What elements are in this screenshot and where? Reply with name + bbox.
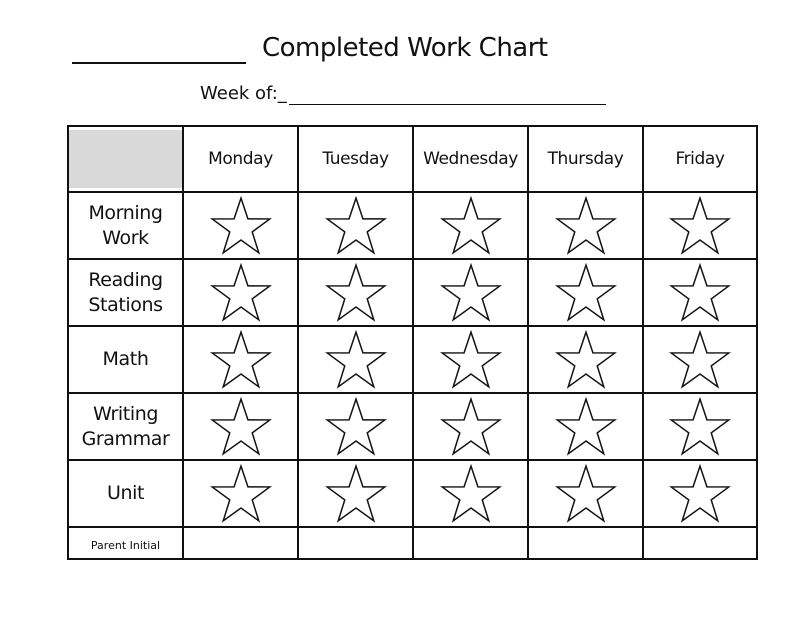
star-outline-icon [210,509,272,528]
day-label-thursday: Thursday [547,149,624,169]
star-outline-icon [555,308,617,327]
star-cell[interactable] [298,192,413,259]
task-row [68,326,757,393]
day-label-tuesday: Tuesday [322,149,389,169]
task-label-cell [68,326,183,393]
task-label-morning-work: Morning Work [88,201,163,249]
star-cell[interactable] [528,393,643,460]
task-label-writing-grammar: Writing Grammar [81,402,170,450]
star-outline-icon [440,375,502,394]
task-label-cell [68,259,183,326]
star-outline-icon [440,509,502,528]
star-cell[interactable] [413,393,528,460]
day-header [643,126,757,192]
star-outline-icon [555,241,617,260]
day-header-row [68,126,757,192]
star-cell[interactable] [183,326,298,393]
star-outline-icon [325,509,387,528]
star-outline-icon [325,375,387,394]
page-title: Completed Work Chart [262,33,548,63]
task-row [68,393,757,460]
star-cell[interactable] [528,259,643,326]
star-outline-icon [669,375,731,394]
star-cell[interactable] [643,393,757,460]
task-label-reading-stations: Reading Stations [88,268,163,316]
star-cell[interactable] [298,326,413,393]
star-cell[interactable] [298,393,413,460]
star-cell[interactable] [183,393,298,460]
task-row [68,259,757,326]
corner-shading [69,130,182,188]
task-label-unit: Unit [106,482,145,504]
star-outline-icon [669,509,731,528]
initial-cell[interactable] [298,527,413,559]
star-cell[interactable] [528,460,643,527]
task-label-cell [68,192,183,259]
star-cell[interactable] [413,460,528,527]
star-cell[interactable] [413,259,528,326]
task-label-cell [68,460,183,527]
star-outline-icon [210,308,272,327]
day-header [183,126,298,192]
task-row [68,460,757,527]
star-cell[interactable] [413,192,528,259]
corner-cell [68,126,183,192]
star-cell[interactable] [298,460,413,527]
star-outline-icon [210,442,272,461]
star-outline-icon [669,241,731,260]
week-of-row [200,83,606,105]
star-outline-icon [440,308,502,327]
star-outline-icon [325,241,387,260]
initial-cell[interactable] [183,527,298,559]
parent-initial-row [68,527,757,559]
star-cell[interactable] [643,460,757,527]
star-outline-icon [555,442,617,461]
work-chart-table [67,125,758,560]
star-cell[interactable] [413,326,528,393]
star-outline-icon [440,442,502,461]
star-cell[interactable] [298,259,413,326]
day-label-wednesday: Wednesday [423,149,518,169]
task-label-cell [68,393,183,460]
star-cell[interactable] [183,192,298,259]
star-cell[interactable] [528,192,643,259]
task-label-math: Math [102,348,149,370]
star-outline-icon [325,308,387,327]
parent-initial-label-cell [68,527,183,559]
initial-cell[interactable] [528,527,643,559]
star-outline-icon [210,241,272,260]
star-cell[interactable] [643,192,757,259]
initial-cell[interactable] [413,527,528,559]
day-header [298,126,413,192]
week-of-blank-line [289,86,606,105]
star-outline-icon [325,442,387,461]
day-header [528,126,643,192]
star-cell[interactable] [528,326,643,393]
task-row [68,192,757,259]
star-outline-icon [555,375,617,394]
day-header [413,126,528,192]
star-cell[interactable] [183,259,298,326]
week-of-label: Week of:_ [200,83,287,104]
initial-cell[interactable] [643,527,757,559]
star-cell[interactable] [643,259,757,326]
star-outline-icon [210,375,272,394]
day-label-friday: Friday [675,149,725,169]
star-cell[interactable] [643,326,757,393]
name-blank-line [72,42,246,64]
star-cell[interactable] [183,460,298,527]
day-label-monday: Monday [208,149,273,169]
star-outline-icon [669,308,731,327]
star-outline-icon [669,442,731,461]
star-outline-icon [440,241,502,260]
star-outline-icon [555,509,617,528]
parent-initial-label: Parent Initial [90,538,161,552]
